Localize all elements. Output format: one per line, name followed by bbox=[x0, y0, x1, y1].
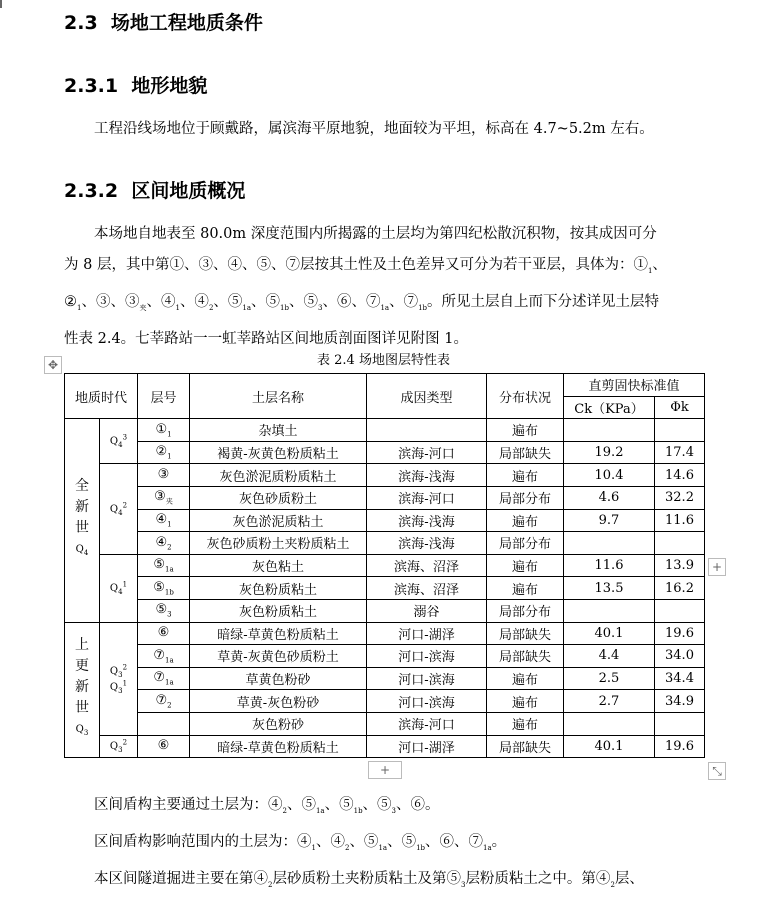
distribution: 局部分布 bbox=[487, 532, 564, 555]
table-caption: 表 2.4 场地图层特性表 bbox=[317, 353, 450, 368]
layer-number: $⑦_{1a}$ bbox=[138, 645, 190, 668]
phik-value: 14.6 bbox=[655, 464, 705, 487]
phik-value: 34.0 bbox=[655, 645, 705, 668]
layer-number: $⑤_3$ bbox=[138, 599, 190, 622]
distribution: 局部缺失 bbox=[487, 441, 564, 464]
ck-value: 10.4 bbox=[564, 464, 655, 487]
ck-value: 19.2 bbox=[564, 441, 655, 464]
header-ck: Ck（KPa） bbox=[564, 396, 655, 419]
table-row bbox=[65, 645, 705, 668]
sub-era-q4-2: $Q_4^2$ bbox=[100, 464, 138, 554]
layer-number bbox=[138, 712, 190, 735]
distribution: 遍布 bbox=[487, 554, 564, 577]
header-era: 地质时代 bbox=[65, 374, 138, 419]
phik-value: 16.2 bbox=[655, 577, 705, 600]
layer-number: $④_2$ bbox=[138, 532, 190, 555]
table-row bbox=[65, 712, 705, 735]
distribution: 遍布 bbox=[487, 667, 564, 690]
soil-name: 褐黄-灰黄色粉质粘土 bbox=[190, 441, 367, 464]
origin-type: 滨海、沼泽 bbox=[367, 577, 487, 600]
section-heading: 2.3 场地工程地质条件 bbox=[64, 12, 263, 34]
soil-name: 草黄-灰黄色砂质粉土 bbox=[190, 645, 367, 668]
table-resize-handle[interactable]: ⤡ bbox=[708, 762, 726, 780]
subsection-heading-terrain: 2.3.1 地形地貌 bbox=[64, 75, 208, 97]
phik-value: 32.2 bbox=[655, 486, 705, 509]
layer-number: $①_1$ bbox=[138, 419, 190, 442]
sub-era-q3-2: $Q_3^2$ bbox=[100, 735, 138, 758]
soil-name: 杂填土 bbox=[190, 419, 367, 442]
distribution: 遍布 bbox=[487, 690, 564, 713]
ck-value: 4.6 bbox=[564, 486, 655, 509]
phik-value: 11.6 bbox=[655, 509, 705, 532]
era-pleistocene: 上 更 新 世 $Q_3$ bbox=[65, 622, 100, 758]
distribution: 遍布 bbox=[487, 509, 564, 532]
header-name: 土层名称 bbox=[190, 374, 367, 419]
distribution: 遍布 bbox=[487, 419, 564, 442]
layer-number: $⑦_2$ bbox=[138, 690, 190, 713]
distribution: 局部分布 bbox=[487, 599, 564, 622]
origin-type: 滨海-河口 bbox=[367, 712, 487, 735]
ck-value: 2.7 bbox=[564, 690, 655, 713]
origin-type: 河口-滨海 bbox=[367, 690, 487, 713]
soil-name: 暗绿-草黄色粉质粘土 bbox=[190, 735, 367, 758]
soil-name: 灰色粉砂 bbox=[190, 712, 367, 735]
header-layer: 层号 bbox=[138, 374, 190, 419]
origin-type: 河口-湖泽 bbox=[367, 735, 487, 758]
geology-paragraph: 本场地自地表至 80.0m 深度范围内所揭露的土层均为第四纪松散沉积物，按其成因可分 为 8 层，其中第①、③、④、⑤、⑦层按其土性及土色差异又可分为若干亚层，具体为：$①_1$、 $②_1$、③、$③_夹$、$④_1$、$④_2$、$⑤_{1a}$、$⑤_{1b}$、$⑤_3$、⑥、$⑦_{1a}$、$⑦_{1b}$。所见土层自上而下分述详见土层特 性表 2.4。七莘路站一一虹莘路站区间地质剖面图详见附图 1。 bbox=[64, 226, 667, 347]
layer-number: $③_夹$ bbox=[138, 486, 190, 509]
table-row bbox=[65, 690, 705, 713]
ck-value: 9.7 bbox=[564, 509, 655, 532]
origin-type: 溺谷 bbox=[367, 599, 487, 622]
soil-name: 灰色粘土 bbox=[190, 554, 367, 577]
soil-name: 草黄色粉砂 bbox=[190, 667, 367, 690]
phik-value: 34.4 bbox=[655, 667, 705, 690]
soil-name: 灰色砂质粉土 bbox=[190, 486, 367, 509]
ck-value: 13.5 bbox=[564, 577, 655, 600]
distribution: 局部缺失 bbox=[487, 622, 564, 645]
table-row bbox=[65, 464, 705, 487]
origin-type: 滨海、沼泽 bbox=[367, 554, 487, 577]
ck-value: 2.5 bbox=[564, 667, 655, 690]
table-row bbox=[65, 509, 705, 532]
sub-era-q4-3: $Q_4^3$ bbox=[100, 419, 138, 464]
origin-type bbox=[367, 419, 487, 442]
origin-type: 滨海-浅海 bbox=[367, 532, 487, 555]
ck-value: 4.4 bbox=[564, 645, 655, 668]
add-row-button[interactable]: + bbox=[368, 761, 402, 779]
header-phik: Φk bbox=[655, 396, 705, 419]
distribution: 遍布 bbox=[487, 464, 564, 487]
origin-type: 滨海-浅海 bbox=[367, 464, 487, 487]
phik-value: 34.9 bbox=[655, 690, 705, 713]
origin-type: 河口-滨海 bbox=[367, 667, 487, 690]
table-row bbox=[65, 599, 705, 622]
add-column-button[interactable]: + bbox=[708, 558, 726, 576]
table-move-handle[interactable]: ✥ bbox=[44, 356, 62, 374]
subsection-heading-geology: 2.3.2 区间地质概况 bbox=[64, 180, 246, 202]
phik-value bbox=[655, 712, 705, 735]
phik-value: 19.6 bbox=[655, 735, 705, 758]
phik-value: 17.4 bbox=[655, 441, 705, 464]
layer-number: $②_1$ bbox=[138, 441, 190, 464]
soil-name: 灰色砂质粉土夹粉质粘土 bbox=[190, 532, 367, 555]
soil-name: 灰色粉质粘土 bbox=[190, 599, 367, 622]
ck-value: 40.1 bbox=[564, 622, 655, 645]
ck-value bbox=[564, 712, 655, 735]
soil-name: 草黄-灰色粉砂 bbox=[190, 690, 367, 713]
layer-number: ③ bbox=[138, 464, 190, 487]
ck-value bbox=[564, 599, 655, 622]
ck-value: 40.1 bbox=[564, 735, 655, 758]
header-distribution: 分布状况 bbox=[487, 374, 564, 419]
layer-number: $⑤_{1a}$ bbox=[138, 554, 190, 577]
table-row bbox=[65, 441, 705, 464]
table-row bbox=[65, 667, 705, 690]
layer-number: ⑥ bbox=[138, 622, 190, 645]
origin-type: 河口-湖泽 bbox=[367, 622, 487, 645]
table-row bbox=[65, 486, 705, 509]
origin-type: 滨海-河口 bbox=[367, 486, 487, 509]
table-row bbox=[65, 532, 705, 555]
phik-value bbox=[655, 419, 705, 442]
distribution: 遍布 bbox=[487, 577, 564, 600]
phik-value bbox=[655, 599, 705, 622]
soil-layer-table bbox=[64, 373, 705, 758]
origin-type: 滨海-浅海 bbox=[367, 509, 487, 532]
phik-value: 13.9 bbox=[655, 554, 705, 577]
distribution: 局部缺失 bbox=[487, 735, 564, 758]
table-row bbox=[65, 622, 705, 645]
ck-value: 11.6 bbox=[564, 554, 655, 577]
layer-number: $⑤_{1b}$ bbox=[138, 577, 190, 600]
era-holocene: 全 新 世 $Q_4$ bbox=[65, 419, 100, 622]
soil-name: 灰色粉质粘土 bbox=[190, 577, 367, 600]
page-margin-mark bbox=[0, 0, 2, 8]
table-row bbox=[65, 554, 705, 577]
ck-value bbox=[564, 532, 655, 555]
soil-name: 灰色淤泥质粘土 bbox=[190, 509, 367, 532]
phik-value bbox=[655, 532, 705, 555]
layer-number: $④_1$ bbox=[138, 509, 190, 532]
distribution: 局部缺失 bbox=[487, 645, 564, 668]
soil-name: 暗绿-草黄色粉质粘土 bbox=[190, 622, 367, 645]
table-row bbox=[65, 735, 705, 758]
after-table-text: 区间盾构主要通过土层为：$④_2$、$⑤_{1a}$、$⑤_{1b}$、$⑤_3$、⑥。 区间盾构影响范围内的土层为：$④_1$、$④_2$、$⑤_{1a}$、$⑤_{1b}$、⑥、$⑦_{1a}$。 本区间隧道掘进主要在第$④_2$层砂质粉土夹粉质粘土及第$⑤_3$层粉质粘土之中。第$④_2$层、 bbox=[94, 797, 644, 889]
layer-number: $⑦_{1a}$ bbox=[138, 667, 190, 690]
header-origin: 成因类型 bbox=[367, 374, 487, 419]
sub-era-q4-1: $Q_4^1$ bbox=[100, 554, 138, 622]
table-row bbox=[65, 577, 705, 600]
ck-value bbox=[564, 419, 655, 442]
distribution: 局部分布 bbox=[487, 486, 564, 509]
soil-name: 灰色淤泥质粉质粘土 bbox=[190, 464, 367, 487]
sub-era-q3: $Q_3^2$ $Q_3^1$ bbox=[100, 622, 138, 735]
origin-type: 河口-滨海 bbox=[367, 645, 487, 668]
origin-type: 滨海-河口 bbox=[367, 441, 487, 464]
terrain-paragraph: 工程沿线场地位于顾戴路，属滨海平原地貌，地面较为平坦，标高在 4.7~5.2m 左右。 bbox=[94, 121, 654, 137]
table-row bbox=[65, 419, 705, 442]
header-shear: 直剪固快标准值 bbox=[564, 374, 705, 397]
layer-number: ⑥ bbox=[138, 735, 190, 758]
distribution: 遍布 bbox=[487, 712, 564, 735]
phik-value: 19.6 bbox=[655, 622, 705, 645]
